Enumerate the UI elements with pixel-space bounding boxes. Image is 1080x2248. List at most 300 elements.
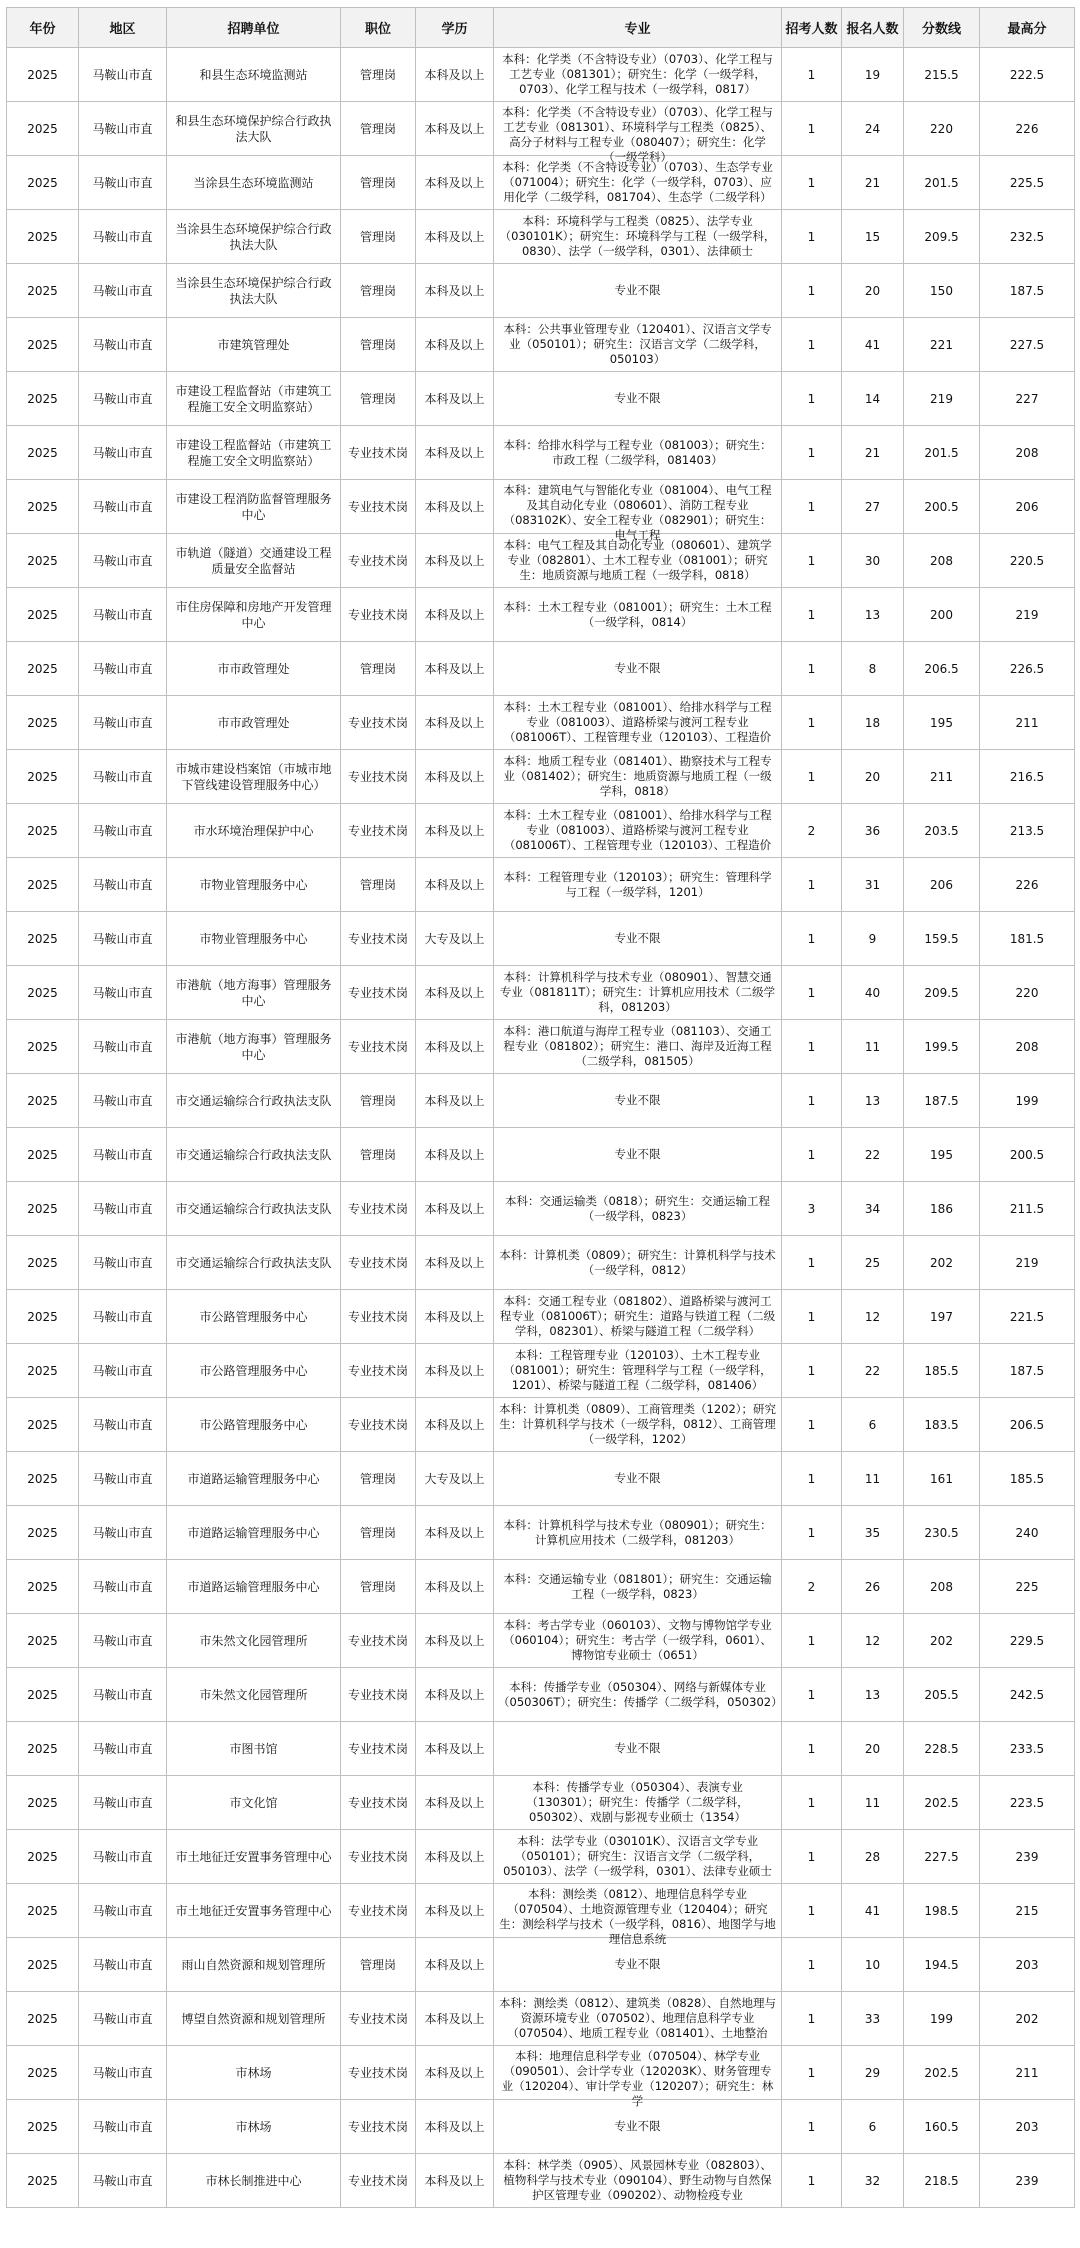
cell-cutoff: 201.5	[904, 156, 980, 210]
cell-cutoff: 202.5	[904, 1776, 980, 1830]
cell-region: 马鞍山市直	[79, 2046, 167, 2100]
cell-applicants: 11	[842, 1020, 904, 1074]
cell-year: 2025	[7, 156, 79, 210]
table-row	[7, 1020, 1075, 1074]
table-row	[7, 1560, 1075, 1614]
cell-cutoff: 219	[904, 372, 980, 426]
cell-unit: 市林场	[167, 2100, 341, 2154]
major-text: 本科：化学类（不含特设专业）（0703）、化学工程与工艺专业（081301）、环境科学与工程类（0825）、高分子材料与工程专业（080407）；研究生：化学（一级学科）	[502, 104, 773, 164]
major-text: 本科：计算机科学与技术专业（080901）；研究生：计算机应用技术（二级学科，081203）	[503, 1517, 772, 1547]
cell-region: 马鞍山市直	[79, 1290, 167, 1344]
cell-max-score: 181.5	[980, 912, 1075, 966]
cell-applicants: 31	[842, 858, 904, 912]
cell-major	[494, 2046, 782, 2108]
cell-position: 专业技术岗	[341, 1020, 416, 1074]
cell-year: 2025	[7, 1722, 79, 1776]
cell-quota: 1	[782, 1020, 842, 1074]
major-text: 本科：地理信息科学专业（070504）、林学专业（090501）、会计学专业（120203K）、财务管理专业（120204）、审计学专业（120207）；研究生：林学	[501, 2048, 774, 2108]
cell-max-score: 187.5	[980, 264, 1075, 318]
cell-applicants: 30	[842, 534, 904, 588]
cell-position: 管理岗	[341, 264, 416, 318]
cell-cutoff: 206.5	[904, 642, 980, 696]
major-text: 本科：土木工程专业（081001）、给排水科学与工程专业（081003）、道路桥梁与渡河工程专业（081006T）、工程管理专业（120103）、工程造价	[503, 700, 772, 744]
cell-position: 管理岗	[341, 318, 416, 372]
cell-major	[494, 1992, 782, 2046]
cell-unit: 市图书馆	[167, 1722, 341, 1776]
cell-region: 马鞍山市直	[79, 1776, 167, 1830]
cell-education: 本科及以上	[416, 2154, 494, 2208]
cell-position: 管理岗	[341, 1938, 416, 1992]
cell-major	[494, 858, 782, 912]
cell-quota: 1	[782, 318, 842, 372]
table-row	[7, 1506, 1075, 1560]
cell-region: 马鞍山市直	[79, 2154, 167, 2208]
cell-applicants: 13	[842, 1074, 904, 1128]
cell-cutoff: 209.5	[904, 210, 980, 264]
major-text: 本科：给排水科学与工程专业（081003）；研究生：市政工程（二级学科，081403）	[503, 437, 772, 467]
major-text: 本科：计算机科学与技术专业（080901）、智慧交通专业（081811T）；研究生：计算机应用技术（二级学科，081203）	[499, 970, 776, 1014]
cell-year: 2025	[7, 372, 79, 426]
major-text: 本科：电气工程及其自动化专业（080601）、建筑学专业（082801）、土木工程专业（081001）；研究生：地质资源与地质工程（一级学科，0818）	[503, 538, 772, 582]
cell-region: 马鞍山市直	[79, 1128, 167, 1182]
cell-unit: 市城市建设档案馆（市城市地下管线建设管理服务中心）	[167, 750, 341, 804]
cell-education: 本科及以上	[416, 102, 494, 156]
cell-region: 马鞍山市直	[79, 1830, 167, 1884]
cell-major	[494, 2154, 782, 2208]
major-text: 本科：工程管理专业（120103）；研究生：管理科学与工程（一级学科，1201）	[503, 869, 772, 899]
cell-max-score: 242.5	[980, 1668, 1075, 1722]
cell-applicants: 18	[842, 696, 904, 750]
major-text: 专业不限	[614, 1741, 661, 1755]
cell-unit: 市交通运输综合行政执法支队	[167, 1074, 341, 1128]
cell-quota: 1	[782, 966, 842, 1020]
cell-major	[494, 1290, 782, 1344]
cell-quota: 1	[782, 1236, 842, 1290]
cell-cutoff: 200	[904, 588, 980, 642]
cell-education: 本科及以上	[416, 1992, 494, 2046]
cell-year: 2025	[7, 1236, 79, 1290]
cell-region: 马鞍山市直	[79, 1938, 167, 1992]
cell-region: 马鞍山市直	[79, 642, 167, 696]
cell-applicants: 36	[842, 804, 904, 858]
cell-major	[494, 1128, 782, 1182]
cell-quota: 1	[782, 1344, 842, 1398]
cell-region: 马鞍山市直	[79, 1506, 167, 1560]
table-row	[7, 1182, 1075, 1236]
cell-quota: 1	[782, 1614, 842, 1668]
cell-region: 马鞍山市直	[79, 1074, 167, 1128]
header-region: 地区	[79, 8, 167, 48]
cell-unit: 市交通运输综合行政执法支队	[167, 1128, 341, 1182]
cell-quota: 1	[782, 1992, 842, 2046]
cell-quota: 1	[782, 210, 842, 264]
cell-education: 本科及以上	[416, 1560, 494, 1614]
cell-applicants: 11	[842, 1452, 904, 1506]
cell-unit: 博望自然资源和规划管理所	[167, 1992, 341, 2046]
cell-position: 专业技术岗	[341, 1344, 416, 1398]
table-row	[7, 642, 1075, 696]
cell-major	[494, 156, 782, 210]
cell-quota: 1	[782, 372, 842, 426]
cell-cutoff: 227.5	[904, 1830, 980, 1884]
cell-education: 本科及以上	[416, 1074, 494, 1128]
cell-year: 2025	[7, 1074, 79, 1128]
major-text: 本科：交通运输类（0818）；研究生：交通运输工程（一级学科，0823）	[504, 1193, 770, 1223]
cell-applicants: 13	[842, 1668, 904, 1722]
cell-region: 马鞍山市直	[79, 426, 167, 480]
cell-position: 专业技术岗	[341, 1614, 416, 1668]
cell-applicants: 15	[842, 210, 904, 264]
cell-education: 大专及以上	[416, 1452, 494, 1506]
cell-year: 2025	[7, 2154, 79, 2208]
cell-year: 2025	[7, 1830, 79, 1884]
cell-cutoff: 215.5	[904, 48, 980, 102]
cell-quota: 1	[782, 1938, 842, 1992]
cell-region: 马鞍山市直	[79, 1182, 167, 1236]
cell-max-score: 227.5	[980, 318, 1075, 372]
table-row	[7, 1236, 1075, 1290]
major-text: 本科：计算机类（0809）；研究生：计算机科学与技术（一级学科，0812）	[499, 1247, 776, 1277]
major-text: 专业不限	[614, 1471, 661, 1485]
cell-unit: 市市政管理处	[167, 696, 341, 750]
cell-unit: 市住房保障和房地产开发管理中心	[167, 588, 341, 642]
major-text: 本科：测绘类（0812）、地理信息科学专业（070504）、土地资源管理专业（120404）；研究生：测绘科学与技术（一级学科，0816）、地图学与地理信息系统	[499, 1886, 776, 1946]
cell-cutoff: 203.5	[904, 804, 980, 858]
cell-max-score: 222.5	[980, 48, 1075, 102]
table-row	[7, 1128, 1075, 1182]
cell-position: 管理岗	[341, 858, 416, 912]
cell-position: 专业技术岗	[341, 588, 416, 642]
cell-major	[494, 1668, 782, 1722]
cell-unit: 市朱然文化园管理所	[167, 1668, 341, 1722]
cell-year: 2025	[7, 1884, 79, 1938]
cell-education: 本科及以上	[416, 1614, 494, 1668]
cell-max-score: 219	[980, 1236, 1075, 1290]
cell-unit: 市建设工程消防监督管理服务中心	[167, 480, 341, 534]
table-row	[7, 912, 1075, 966]
cell-unit: 当涂县生态环境监测站	[167, 156, 341, 210]
cell-max-score: 199	[980, 1074, 1075, 1128]
cell-education: 本科及以上	[416, 156, 494, 210]
cell-position: 专业技术岗	[341, 912, 416, 966]
cell-cutoff: 185.5	[904, 1344, 980, 1398]
cell-year: 2025	[7, 1344, 79, 1398]
cell-major	[494, 1560, 782, 1614]
cell-region: 马鞍山市直	[79, 1884, 167, 1938]
cell-year: 2025	[7, 966, 79, 1020]
table-row	[7, 750, 1075, 804]
cell-unit: 市林场	[167, 2046, 341, 2100]
cell-unit: 市朱然文化园管理所	[167, 1614, 341, 1668]
cell-quota: 1	[782, 102, 842, 156]
cell-quota: 1	[782, 1506, 842, 1560]
cell-year: 2025	[7, 102, 79, 156]
cell-cutoff: 220	[904, 102, 980, 156]
major-text: 本科：化学类（不含特设专业）（0703）、化学工程与工艺专业（081301）；研究生：化学（一级学科，0703）、化学工程与技术（一级学科，0817）	[502, 52, 773, 96]
cell-cutoff: 202.5	[904, 2046, 980, 2100]
cell-cutoff: 197	[904, 1290, 980, 1344]
cell-year: 2025	[7, 1398, 79, 1452]
cell-year: 2025	[7, 588, 79, 642]
cell-max-score: 200.5	[980, 1128, 1075, 1182]
cell-applicants: 22	[842, 1344, 904, 1398]
cell-major	[494, 1344, 782, 1398]
cell-applicants: 13	[842, 588, 904, 642]
cell-education: 本科及以上	[416, 2100, 494, 2154]
cell-unit: 当涂县生态环境保护综合行政执法大队	[167, 264, 341, 318]
header-year: 年份	[7, 8, 79, 48]
cell-position: 专业技术岗	[341, 804, 416, 858]
cell-year: 2025	[7, 912, 79, 966]
cell-year: 2025	[7, 804, 79, 858]
cell-max-score: 226	[980, 858, 1075, 912]
cell-year: 2025	[7, 2046, 79, 2100]
cell-region: 马鞍山市直	[79, 966, 167, 1020]
cell-position: 专业技术岗	[341, 1776, 416, 1830]
cell-max-score: 215	[980, 1884, 1075, 1938]
cell-education: 本科及以上	[416, 48, 494, 102]
cell-education: 大专及以上	[416, 912, 494, 966]
cell-quota: 1	[782, 750, 842, 804]
cell-region: 马鞍山市直	[79, 372, 167, 426]
cell-max-score: 211.5	[980, 1182, 1075, 1236]
header-major: 专业	[494, 8, 782, 48]
cell-cutoff: 230.5	[904, 1506, 980, 1560]
cell-max-score: 240	[980, 1506, 1075, 1560]
cell-position: 专业技术岗	[341, 1398, 416, 1452]
cell-quota: 1	[782, 1776, 842, 1830]
cell-cutoff: 205.5	[904, 1668, 980, 1722]
cell-max-score: 220	[980, 966, 1075, 1020]
cell-position: 专业技术岗	[341, 1182, 416, 1236]
cell-unit: 市港航（地方海事）管理服务中心	[167, 1020, 341, 1074]
cell-position: 专业技术岗	[341, 1236, 416, 1290]
cell-quota: 1	[782, 426, 842, 480]
cell-unit: 和县生态环境保护综合行政执法大队	[167, 102, 341, 156]
cell-max-score: 226.5	[980, 642, 1075, 696]
major-text: 本科：土木工程专业（081001）；研究生：土木工程（一级学科，0814）	[503, 599, 772, 629]
cell-position: 专业技术岗	[341, 1290, 416, 1344]
cell-applicants: 27	[842, 480, 904, 534]
cell-unit: 市物业管理服务中心	[167, 858, 341, 912]
cell-applicants: 12	[842, 1290, 904, 1344]
table-row	[7, 1074, 1075, 1128]
major-text: 本科：地质工程专业（081401）、勘察技术与工程专业（081402）；研究生：地质资源与地质工程（一级学科，0818）	[503, 754, 772, 798]
cell-position: 管理岗	[341, 1452, 416, 1506]
cell-major	[494, 534, 782, 588]
cell-region: 马鞍山市直	[79, 1560, 167, 1614]
table-row	[7, 696, 1075, 750]
cell-position: 管理岗	[341, 1128, 416, 1182]
cell-education: 本科及以上	[416, 1938, 494, 1992]
cell-position: 专业技术岗	[341, 480, 416, 534]
major-text: 专业不限	[614, 283, 661, 297]
cell-quota: 1	[782, 642, 842, 696]
major-text: 本科：传播学专业（050304）、网络与新媒体专业（050306T）；研究生：传播学（二级学科，050302）	[498, 1679, 783, 1709]
table-row	[7, 2100, 1075, 2154]
cell-position: 管理岗	[341, 48, 416, 102]
cell-education: 本科及以上	[416, 1236, 494, 1290]
cell-quota: 1	[782, 1722, 842, 1776]
table-row	[7, 372, 1075, 426]
header-education: 学历	[416, 8, 494, 48]
cell-region: 马鞍山市直	[79, 1992, 167, 2046]
cell-region: 马鞍山市直	[79, 480, 167, 534]
cell-region: 马鞍山市直	[79, 1236, 167, 1290]
cell-education: 本科及以上	[416, 210, 494, 264]
cell-major	[494, 804, 782, 858]
major-text: 本科：法学专业（030101K）、汉语言文学专业（050101）；研究生：汉语言文学（二级学科，050103）、法学（一级学科，0301）、法律专业硕士	[503, 1834, 772, 1878]
cell-major	[494, 1020, 782, 1074]
cell-position: 管理岗	[341, 102, 416, 156]
cell-max-score: 239	[980, 2154, 1075, 2208]
cell-cutoff: 159.5	[904, 912, 980, 966]
cell-education: 本科及以上	[416, 1776, 494, 1830]
cell-applicants: 11	[842, 1776, 904, 1830]
header-quota: 招考人数	[782, 8, 842, 48]
cell-quota: 1	[782, 1452, 842, 1506]
major-text: 本科：化学类（不含特设专业）（0703）、生态学专业（071004）；研究生：化学（一级学科，0703）、应用化学（二级学科，081704）、生态学（二级学科）	[502, 160, 773, 204]
cell-unit: 市土地征迁安置事务管理中心	[167, 1830, 341, 1884]
cell-max-score: 203	[980, 1938, 1075, 1992]
cell-year: 2025	[7, 48, 79, 102]
cell-max-score: 206	[980, 480, 1075, 534]
cell-max-score: 223.5	[980, 1776, 1075, 1830]
cell-cutoff: 202	[904, 1236, 980, 1290]
cell-cutoff: 202	[904, 1614, 980, 1668]
table-row	[7, 804, 1075, 858]
cell-max-score: 233.5	[980, 1722, 1075, 1776]
cell-unit: 市公路管理服务中心	[167, 1344, 341, 1398]
cell-cutoff: 199.5	[904, 1020, 980, 1074]
cell-position: 专业技术岗	[341, 2154, 416, 2208]
cell-applicants: 25	[842, 1236, 904, 1290]
cell-position: 专业技术岗	[341, 1830, 416, 1884]
cell-major	[494, 1722, 782, 1776]
cell-max-score: 203	[980, 2100, 1075, 2154]
cell-cutoff: 194.5	[904, 1938, 980, 1992]
header-cutoff: 分数线	[904, 8, 980, 48]
cell-major	[494, 318, 782, 372]
cell-quota: 1	[782, 2046, 842, 2100]
cell-major	[494, 1182, 782, 1236]
cell-applicants: 32	[842, 2154, 904, 2208]
table-row	[7, 1722, 1075, 1776]
cell-education: 本科及以上	[416, 1020, 494, 1074]
cell-quota: 1	[782, 588, 842, 642]
cell-applicants: 9	[842, 912, 904, 966]
header-applicants: 报名人数	[842, 8, 904, 48]
cell-max-score: 232.5	[980, 210, 1075, 264]
major-text: 专业不限	[614, 931, 661, 945]
cell-cutoff: 208	[904, 534, 980, 588]
cell-cutoff: 186	[904, 1182, 980, 1236]
table-row	[7, 102, 1075, 156]
cell-applicants: 26	[842, 1560, 904, 1614]
table-row	[7, 858, 1075, 912]
cell-region: 马鞍山市直	[79, 534, 167, 588]
cell-major	[494, 1776, 782, 1830]
cell-quota: 1	[782, 2100, 842, 2154]
recruitment-table	[6, 7, 1075, 2208]
cell-region: 马鞍山市直	[79, 1344, 167, 1398]
cell-quota: 1	[782, 480, 842, 534]
cell-position: 管理岗	[341, 1560, 416, 1614]
cell-cutoff: 198.5	[904, 1884, 980, 1938]
cell-region: 马鞍山市直	[79, 1452, 167, 1506]
major-text: 专业不限	[614, 661, 661, 675]
cell-cutoff: 150	[904, 264, 980, 318]
cell-major	[494, 750, 782, 804]
cell-quota: 3	[782, 1182, 842, 1236]
cell-quota: 1	[782, 1668, 842, 1722]
cell-unit: 市物业管理服务中心	[167, 912, 341, 966]
cell-cutoff: 195	[904, 1128, 980, 1182]
cell-quota: 1	[782, 1884, 842, 1938]
cell-quota: 1	[782, 1128, 842, 1182]
cell-max-score: 216.5	[980, 750, 1075, 804]
major-text: 专业不限	[614, 1093, 661, 1107]
cell-education: 本科及以上	[416, 1884, 494, 1938]
cell-year: 2025	[7, 1668, 79, 1722]
cell-applicants: 33	[842, 1992, 904, 2046]
cell-max-score: 211	[980, 696, 1075, 750]
cell-education: 本科及以上	[416, 426, 494, 480]
cell-year: 2025	[7, 1560, 79, 1614]
cell-major	[494, 1236, 782, 1290]
table-row	[7, 1830, 1075, 1884]
cell-region: 马鞍山市直	[79, 1398, 167, 1452]
major-text: 本科：交通运输专业（081801）；研究生：交通运输工程（一级学科，0823）	[503, 1571, 772, 1601]
cell-position: 管理岗	[341, 1506, 416, 1560]
table-row	[7, 1938, 1075, 1992]
cell-max-score: 208	[980, 426, 1075, 480]
cell-unit: 市交通运输综合行政执法支队	[167, 1236, 341, 1290]
cell-major	[494, 480, 782, 542]
cell-unit: 市道路运输管理服务中心	[167, 1452, 341, 1506]
cell-year: 2025	[7, 534, 79, 588]
major-text: 本科：交通工程专业（081802）、道路桥梁与渡河工程专业（081006T）；研究生：道路与铁道工程（二级学科，082301）、桥梁与隧道工程（二级学科）	[499, 1294, 776, 1338]
cell-year: 2025	[7, 2100, 79, 2154]
cell-education: 本科及以上	[416, 804, 494, 858]
cell-quota: 1	[782, 156, 842, 210]
cell-year: 2025	[7, 1182, 79, 1236]
major-text: 本科：港口航道与海岸工程专业（081103）、交通工程专业（081802）；研究生：港口、海岸及近海工程（二级学科，081505）	[503, 1024, 772, 1068]
cell-cutoff: 218.5	[904, 2154, 980, 2208]
cell-cutoff: 228.5	[904, 1722, 980, 1776]
table-row	[7, 480, 1075, 534]
cell-year: 2025	[7, 1020, 79, 1074]
cell-max-score: 185.5	[980, 1452, 1075, 1506]
cell-cutoff: 195	[904, 696, 980, 750]
cell-position: 专业技术岗	[341, 534, 416, 588]
cell-education: 本科及以上	[416, 1398, 494, 1452]
cell-cutoff: 199	[904, 1992, 980, 2046]
table-row	[7, 2046, 1075, 2100]
cell-quota: 1	[782, 858, 842, 912]
cell-unit: 市公路管理服务中心	[167, 1290, 341, 1344]
cell-region: 马鞍山市直	[79, 48, 167, 102]
cell-quota: 1	[782, 1830, 842, 1884]
cell-region: 马鞍山市直	[79, 156, 167, 210]
cell-unit: 雨山自然资源和规划管理所	[167, 1938, 341, 1992]
cell-unit: 市林长制推进中心	[167, 2154, 341, 2208]
table-row	[7, 1614, 1075, 1668]
cell-region: 马鞍山市直	[79, 1668, 167, 1722]
cell-region: 马鞍山市直	[79, 588, 167, 642]
cell-region: 马鞍山市直	[79, 696, 167, 750]
cell-education: 本科及以上	[416, 1830, 494, 1884]
